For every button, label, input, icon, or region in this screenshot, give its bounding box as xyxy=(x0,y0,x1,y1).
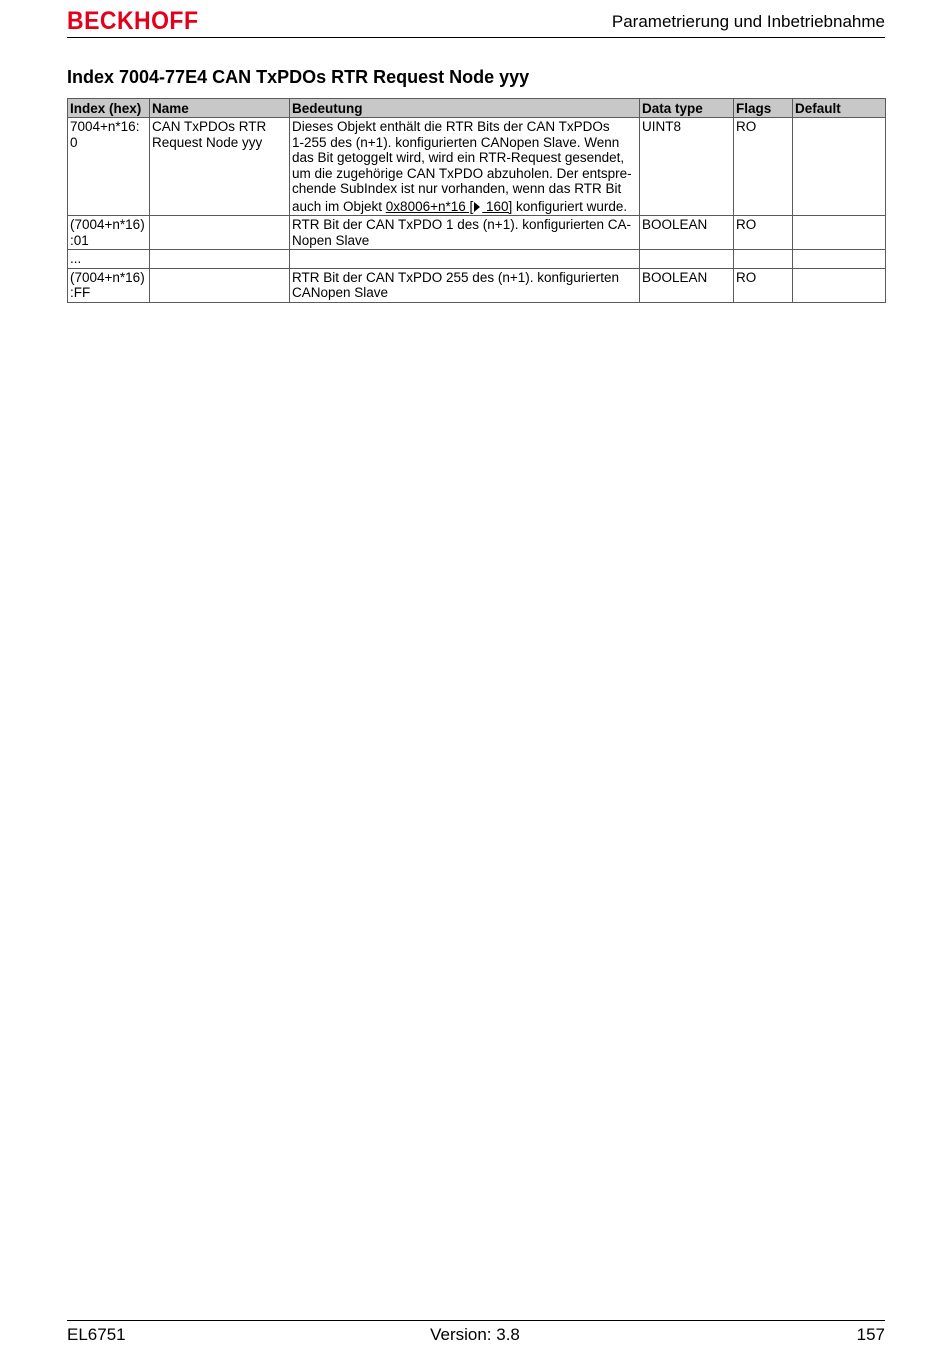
page-arrow-icon xyxy=(474,202,480,212)
footer-version: Version: 3.8 xyxy=(430,1325,520,1344)
footer-page-number: 157 xyxy=(856,1325,885,1344)
index-line: (7004+n*16) xyxy=(70,269,145,285)
meaning-line: Dieses Objekt enthält die RTR Bits der CAN TxPDOs xyxy=(292,119,610,134)
index-cell xyxy=(68,216,150,250)
meaning-line: CANopen Slave xyxy=(292,285,389,300)
name-cell xyxy=(150,118,290,216)
meaning-line: RTR Bit der CAN TxPDO 255 des (n+1). konfigurierten xyxy=(292,269,620,285)
flags-cell: RO xyxy=(734,216,793,250)
index-line: :01 xyxy=(70,232,89,248)
link-text: 0x8006+n*16 [ xyxy=(385,198,474,214)
footer-divider xyxy=(67,1320,885,1321)
default-cell xyxy=(793,268,886,302)
link-page: 160] xyxy=(482,198,513,214)
meaning-cell xyxy=(290,250,640,269)
object-table xyxy=(67,98,886,303)
name-cell xyxy=(150,216,290,250)
flags-cell: RO xyxy=(734,118,793,216)
meaning-cell xyxy=(290,118,640,216)
index-cell xyxy=(68,118,150,216)
meaning-suffix: konfiguriert wurde. xyxy=(512,198,628,214)
datatype-cell: BOOLEAN xyxy=(640,268,734,302)
default-cell xyxy=(793,118,886,216)
col-header-default: Default xyxy=(793,99,886,118)
meaning-line: das Bit getoggelt wird, wird ein RTR-Request gesendet, xyxy=(292,150,625,165)
default-cell xyxy=(793,216,886,250)
beckhoff-logo: BECKHOFF xyxy=(67,7,199,35)
col-header-name: Name xyxy=(150,99,290,118)
meaning-line: RTR Bit der CAN TxPDO 1 des (n+1). konfigurierten CA- xyxy=(292,217,631,232)
name-line: CAN TxPDOs RTR xyxy=(152,119,267,134)
object-cross-reference-link[interactable] xyxy=(386,199,513,214)
flags-cell: RO xyxy=(734,268,793,302)
default-cell xyxy=(793,250,886,269)
col-header-flags: Flags xyxy=(734,99,793,118)
table-header-row xyxy=(68,99,886,118)
meaning-line: um die zugehörige CAN TxPDO abzuholen. Der entspre- xyxy=(292,165,632,181)
index-line: 7004+n*16: xyxy=(70,119,140,134)
meaning-cell xyxy=(290,216,640,250)
name-cell xyxy=(150,268,290,302)
chapter-title: Parametrierung und Inbetriebnahme xyxy=(611,12,885,31)
meaning-cell xyxy=(290,268,640,302)
meaning-line: Nopen Slave xyxy=(292,232,370,248)
index-line: :FF xyxy=(70,285,91,300)
index-line: 0 xyxy=(70,134,78,150)
meaning-line: chende SubIndex ist nur vorhanden, wenn das RTR Bit xyxy=(292,181,622,196)
datatype-cell: BOOLEAN xyxy=(640,216,734,250)
datatype-cell xyxy=(640,250,734,269)
index-cell xyxy=(68,268,150,302)
col-header-meaning: Bedeutung xyxy=(290,99,640,118)
section-heading: Index 7004-77E4 CAN TxPDOs RTR Request Node yyy xyxy=(67,67,530,87)
meaning-line: 1-255 des (n+1). konfigurierten CANopen Slave. Wenn xyxy=(292,134,620,150)
table-row xyxy=(68,216,886,250)
meaning-line xyxy=(292,199,637,215)
table-row xyxy=(68,250,886,269)
name-cell xyxy=(150,250,290,269)
table-row xyxy=(68,268,886,302)
meaning-prefix: auch im Objekt xyxy=(292,198,386,214)
datatype-cell: UINT8 xyxy=(640,118,734,216)
flags-cell xyxy=(734,250,793,269)
header-divider xyxy=(67,37,885,38)
col-header-index: Index (hex) xyxy=(68,99,150,118)
col-header-datatype: Data type xyxy=(640,99,734,118)
footer-product: EL6751 xyxy=(67,1325,126,1344)
name-line: Request Node yyy xyxy=(152,134,263,150)
table-row xyxy=(68,118,886,216)
index-line: (7004+n*16) xyxy=(70,217,145,232)
index-cell: ... xyxy=(68,250,150,269)
